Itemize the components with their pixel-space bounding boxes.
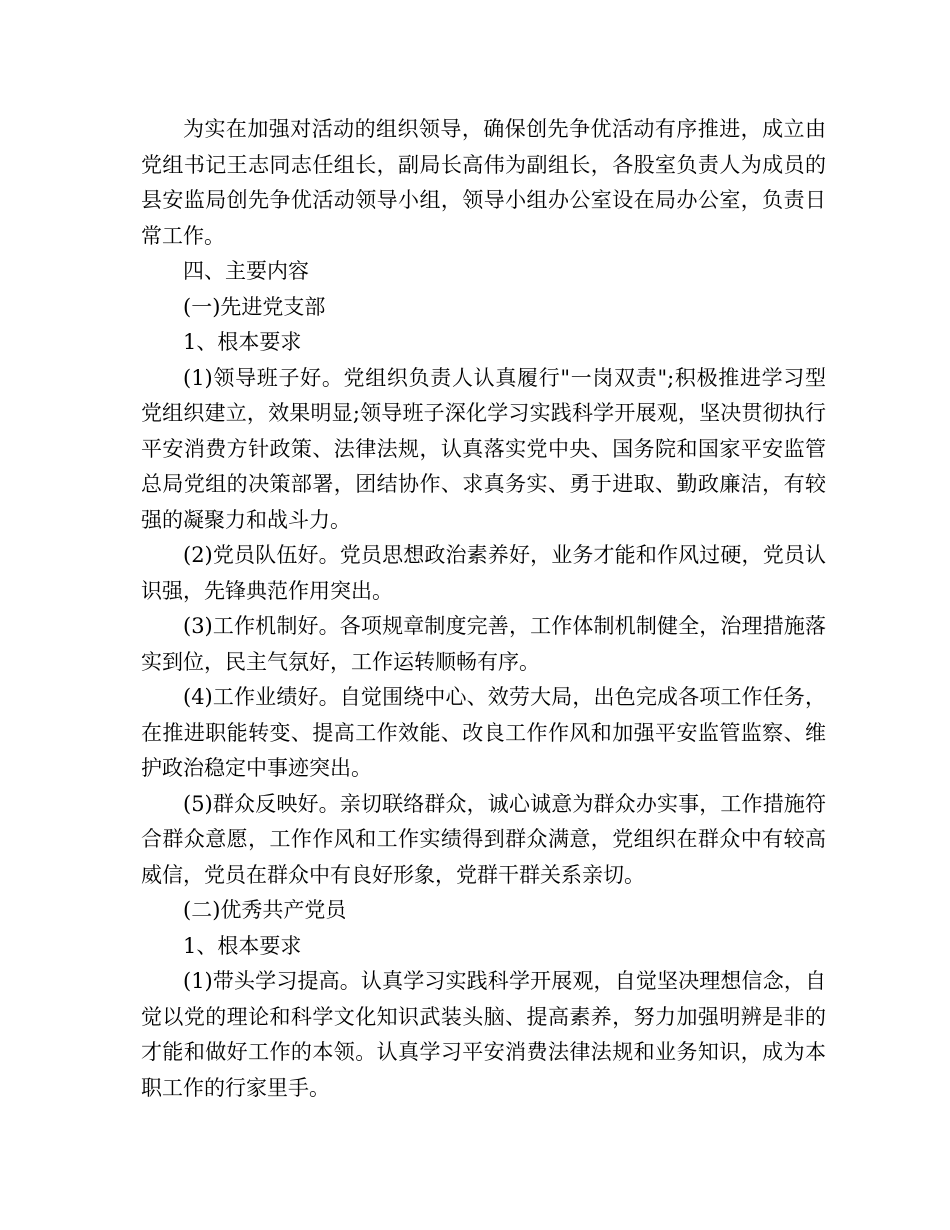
- heading-main-content: 四、主要内容: [183, 259, 309, 283]
- paragraph-item-5: (5)群众反映好。亲切联络群众，诚心诚意为群众办实事，工作措施符合群众意愿，工作作风和工作实绩得到群众满意，党组织在群众中有较高威信，党员在群众中有良好形象，党群干群关系亲切。: [141, 791, 826, 887]
- paragraph-member-item-1: (1)带头学习提高。认真学习实践科学开展观，自觉坚决理想信念，自觉以党的理论和科学文化知识武装头脑、提高素养，努力加强明辨是非的才能和做好工作的本领。认真学习平安消费法律法规和业务知识，成为本职工作的行家里手。: [141, 969, 826, 1100]
- heading-basic-requirements-2: 1、根本要求: [183, 933, 302, 958]
- heading-basic-requirements: 1、根本要求: [183, 330, 302, 354]
- paragraph-item-3: (3)工作机制好。各项规章制度完善，工作体制机制健全，治理措施落实到位，民主气氛好，工作运转顺畅有序。: [141, 614, 826, 674]
- document-body: [141, 112, 826, 1106]
- paragraph-item-1: (1)领导班子好。党组织负责人认真履行"一岗双责";积极推进学习型党组织建立，效果明显;领导班子深化学习实践科学开展观，坚决贯彻执行平安消费方针政策、法律法规，认真落实党中央、国务院和国家平安监管总局党组的决策部署，团结协作、求真务实、勇于进取、勤政廉洁，有较强的凝聚力和战斗力。: [141, 365, 826, 532]
- paragraph-item-4: (4)工作业绩好。自觉围绕中心、效劳大局，出色完成各项工作任务，在推进职能转变、提高工作效能、改良工作作风和加强平安监管监察、维护政治稳定中事迹突出。: [141, 685, 826, 780]
- heading-advanced-party-branch: (一)先进党支部: [183, 294, 326, 319]
- paragraph-item-2: (2)党员队伍好。党员思想政治素养好，业务才能和作风过硬，党员认识强，先锋典范作用突出。: [141, 543, 826, 603]
- heading-outstanding-members: (二)优秀共产党员: [183, 898, 347, 922]
- paragraph-leadership-group: 为实在加强对活动的组织领导，确保创先争优活动有序推进，成立由党组书记王志同志任组长，副局长高伟为副组长，各股室负责人为成员的县安监局创先争优活动领导小组，领导小组办公室设在局办公室，负责日常工作。: [141, 117, 826, 248]
